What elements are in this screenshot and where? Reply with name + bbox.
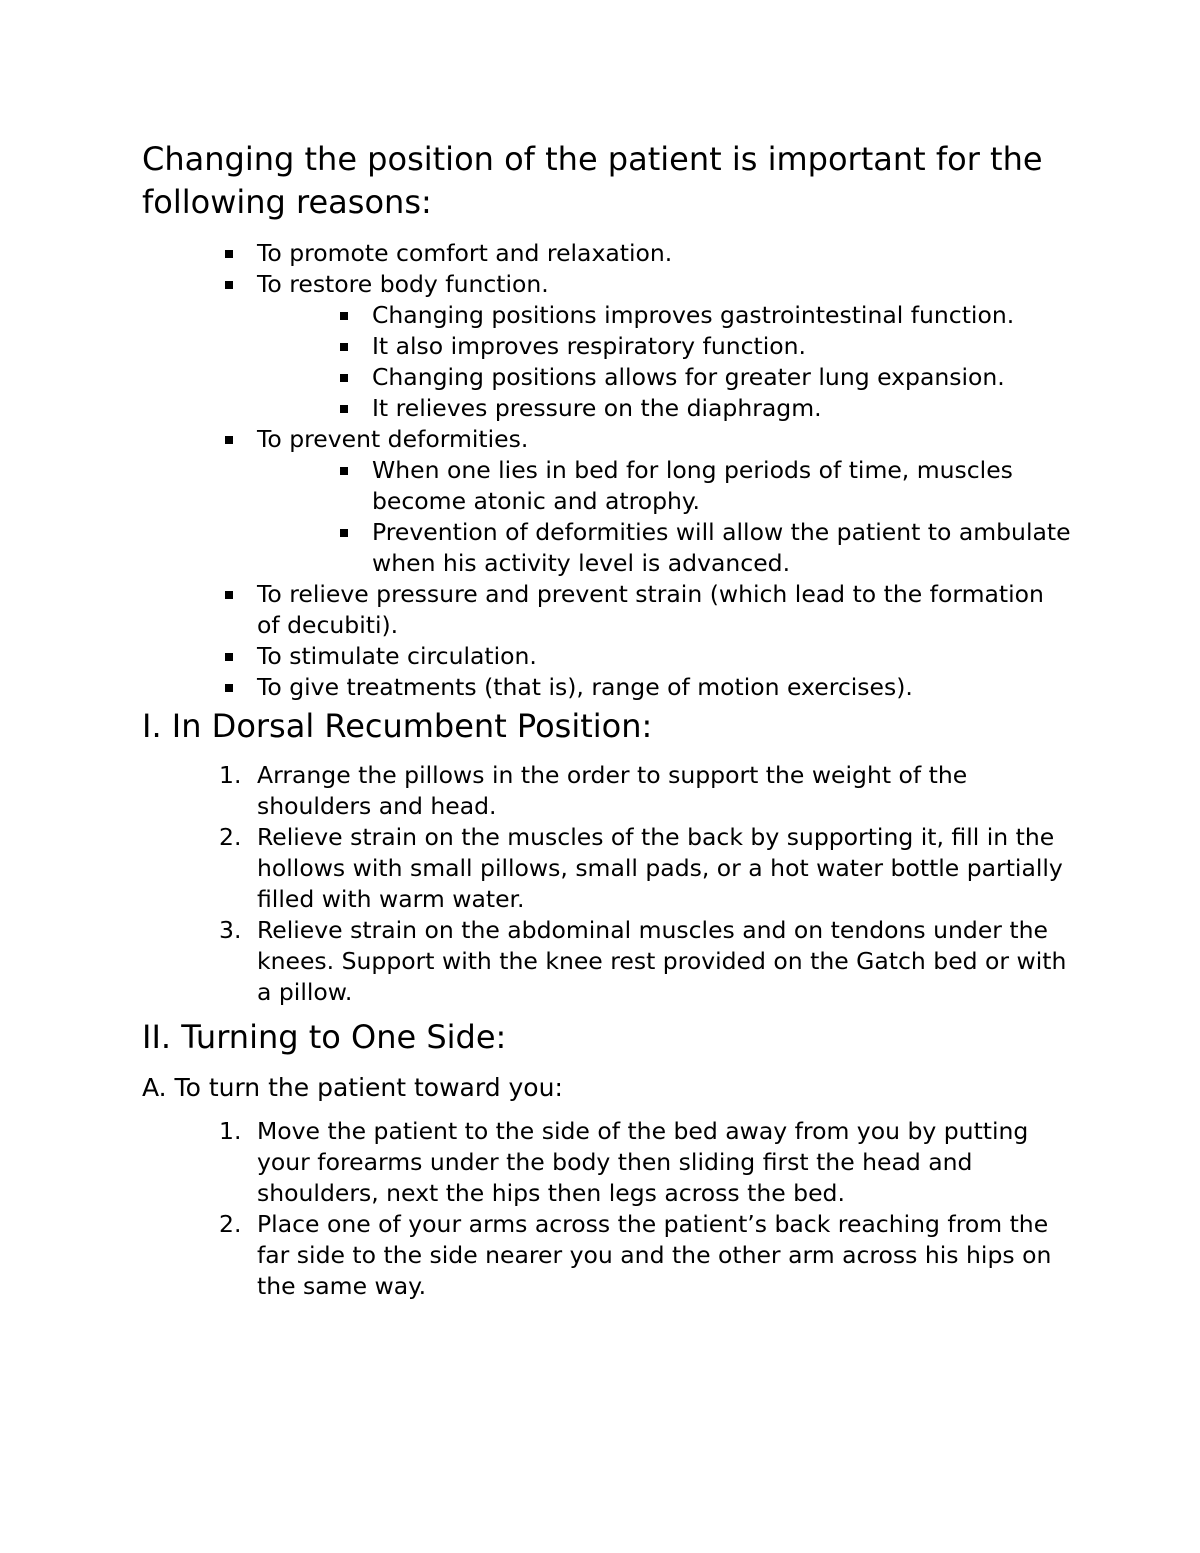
sub-reason-item: [142, 455, 1072, 517]
section-heading-turning-side: II. Turning to One Side:: [142, 1018, 507, 1056]
square-bullet-icon: [340, 312, 348, 320]
reason-item: [142, 424, 1072, 455]
sub-reason-text: Prevention of deformities will allow the patient to ambulate when his activity level is advanced.: [372, 518, 1071, 577]
dorsal-recumbent-steps: [142, 760, 1072, 1008]
sub-reason-item: [142, 300, 1072, 331]
square-bullet-icon: [225, 684, 233, 692]
step-item: [142, 915, 1072, 1008]
reason-text: To stimulate circulation.: [257, 642, 537, 670]
document-page: [142, 138, 1072, 1302]
turn-toward-steps: [142, 1116, 1072, 1302]
step-item: [142, 1209, 1072, 1302]
step-text: Relieve strain on the abdominal muscles and on tendons under the knees. Support with the knee rest provided on the Gatch bed or with a pillow.: [257, 916, 1067, 1006]
sub-reason-item: [142, 393, 1072, 424]
section-heading-dorsal-recumbent: I. In Dorsal Recumbent Position:: [142, 707, 653, 745]
step-item: [142, 822, 1072, 915]
reason-item: [142, 641, 1072, 672]
reason-text: To promote comfort and relaxation.: [257, 239, 673, 267]
square-bullet-icon: [225, 653, 233, 661]
reason-item: [142, 269, 1072, 300]
sub-reason-item: [142, 517, 1072, 579]
square-bullet-icon: [340, 343, 348, 351]
sub-reason-text: When one lies in bed for long periods of time, muscles become atonic and atrophy.: [372, 456, 1013, 515]
sub-reason-text: Changing positions improves gastrointestinal function.: [372, 301, 1015, 329]
reason-item: [142, 579, 1072, 641]
step-text: Relieve strain on the muscles of the back by supporting it, fill in the hollows with small pillows, small pads, or a hot water bottle partially filled with warm water.: [257, 823, 1063, 913]
sub-reason-text: Changing positions allows for greater lung expansion.: [372, 363, 1005, 391]
step-item: [142, 760, 1072, 822]
document-title: Changing the position of the patient is important for the following reasons:: [142, 140, 1043, 221]
reason-text: To restore body function.: [257, 270, 549, 298]
square-bullet-icon: [340, 374, 348, 382]
step-text: Place one of your arms across the patient’s back reaching from the far side to the side nearer you and the other arm across his hips on the same way.: [257, 1210, 1052, 1300]
square-bullet-icon: [225, 591, 233, 599]
step-item: [142, 1116, 1072, 1209]
step-number: 2.: [219, 1210, 242, 1238]
reason-item: [142, 672, 1072, 703]
reason-text: To give treatments (that is), range of motion exercises).: [257, 673, 913, 701]
sub-reason-text: It relieves pressure on the diaphragm.: [372, 394, 822, 422]
reason-text: To prevent deformities.: [257, 425, 529, 453]
subheading-turn-toward: A. To turn the patient toward you:: [142, 1073, 563, 1102]
sub-reason-item: [142, 362, 1072, 393]
sub-reason-text: It also improves respiratory function.: [372, 332, 807, 360]
step-text: Arrange the pillows in the order to support the weight of the shoulders and head.: [257, 761, 968, 820]
step-number: 2.: [219, 823, 242, 851]
reason-text: To relieve pressure and prevent strain (which lead to the formation of decubiti).: [257, 580, 1044, 639]
reason-item: [142, 238, 1072, 269]
sub-reason-item: [142, 331, 1072, 362]
square-bullet-icon: [225, 436, 233, 444]
square-bullet-icon: [340, 405, 348, 413]
square-bullet-icon: [340, 467, 348, 475]
step-number: 1.: [219, 1117, 242, 1145]
step-number: 1.: [219, 761, 242, 789]
step-text: Move the patient to the side of the bed away from you by putting your forearms under the body then sliding first the head and shoulders, next the hips then legs across the bed.: [257, 1117, 1029, 1207]
reasons-list: [142, 238, 1072, 703]
square-bullet-icon: [225, 281, 233, 289]
square-bullet-icon: [225, 250, 233, 258]
step-number: 3.: [219, 916, 242, 944]
square-bullet-icon: [340, 529, 348, 537]
